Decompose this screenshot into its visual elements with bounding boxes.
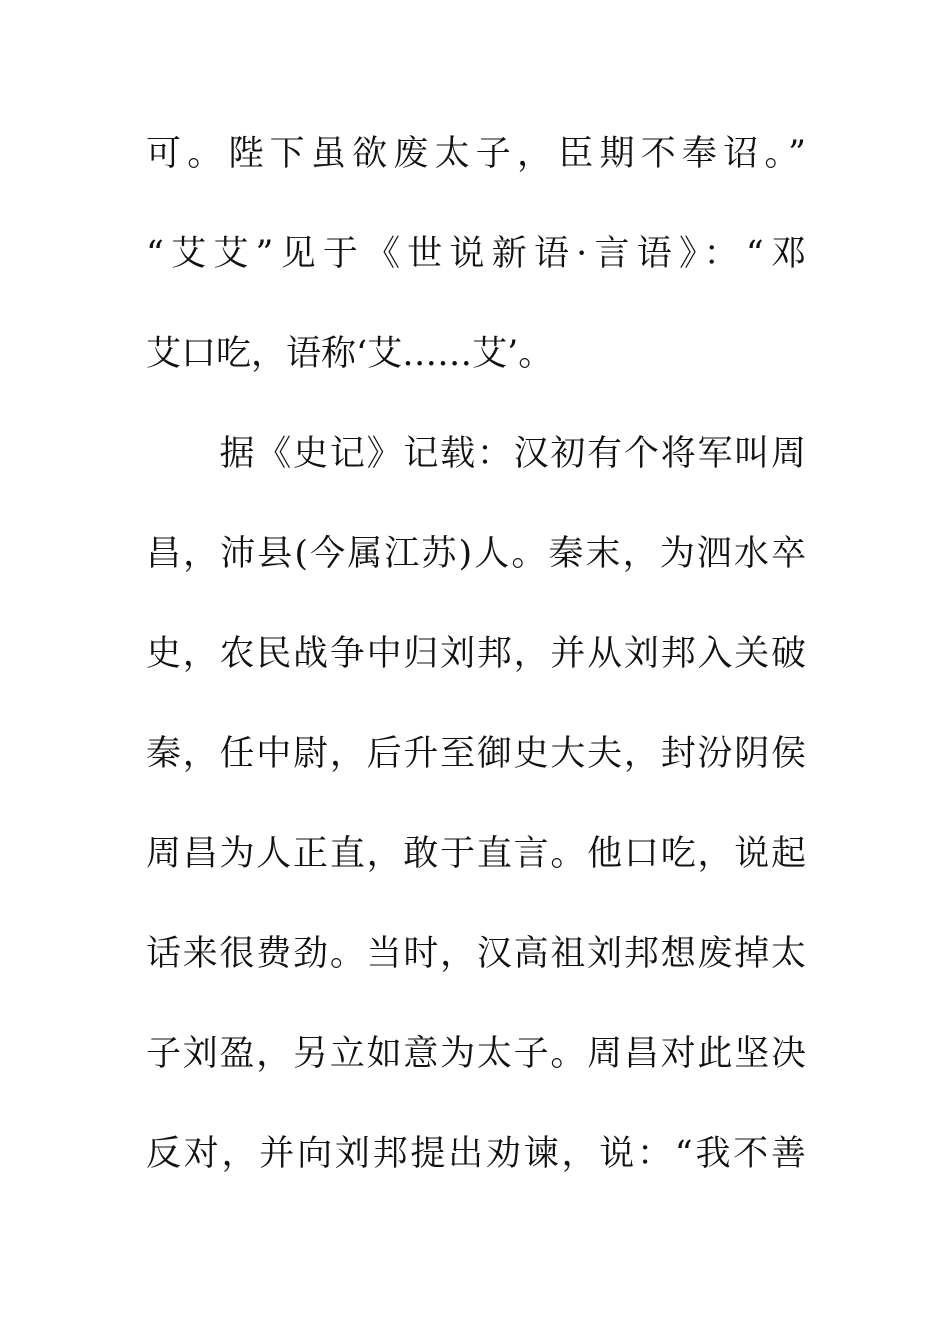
- text-line-1: 可。陛下虽欲废太子，臣期不奉诏。”: [146, 134, 806, 174]
- text-line-3: 艾口吃，语称‘艾……艾’。: [146, 334, 554, 374]
- text-line-2: “艾艾”见于《世说新语·言语》：“邓: [146, 234, 806, 274]
- text-line-6: 史，农民战争中归刘邦，并从刘邦入关破: [146, 634, 806, 674]
- body-text: [146, 122, 806, 1222]
- text-line-11: 反对，并向刘邦提出劝谏，说：“我不善: [146, 1134, 806, 1174]
- text-line-4: 据《史记》记载：汉初有个将军叫周: [146, 434, 806, 474]
- text-line-10: 子刘盈，另立如意为太子。周昌对此坚决: [146, 1034, 806, 1074]
- text-line-8: 周昌为人正直，敢于直言。他口吃，说起: [146, 834, 806, 874]
- text-line-5: 昌，沛县(今属江苏)人。秦末，为泗水卒: [146, 534, 806, 574]
- text-line-7: 秦，任中尉，后升至御史大夫，封汾阴侯: [146, 734, 806, 774]
- text-line-9: 话来很费劲。当时，汉高祖刘邦想废掉太: [146, 934, 806, 974]
